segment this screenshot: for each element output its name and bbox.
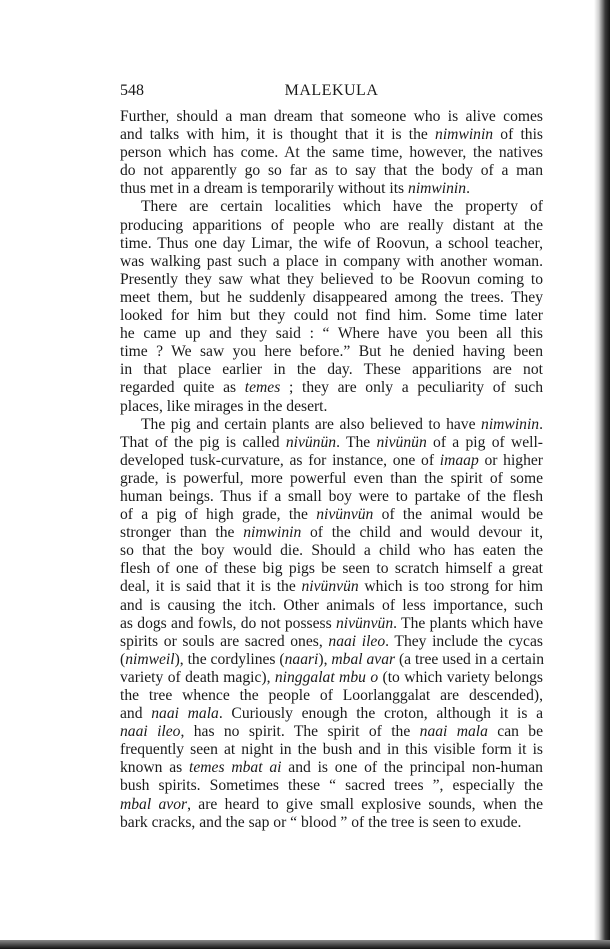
italic-term: nivünün — [285, 433, 337, 451]
text-segment: thus met in a dream is temporarily without its — [120, 180, 409, 198]
text-segment: and — [120, 705, 152, 723]
text-segment: . The — [336, 433, 377, 451]
body-text — [120, 108, 543, 832]
italic-term: mbal avar — [331, 650, 396, 668]
text-line — [120, 687, 543, 705]
text-segment: of this — [493, 126, 543, 144]
text-segment: time. Thus one day Limar, the wife of Roovun, a school teacher, — [120, 234, 543, 252]
text-segment: bush spirits. Sometimes these “ sacred trees ”, especially the — [120, 777, 543, 795]
text-segment: Presently they saw what they believed to be Roovun coming to — [120, 270, 543, 288]
text-line — [120, 777, 543, 795]
text-line — [120, 434, 543, 452]
text-segment: and is one of the principal non-human — [281, 759, 543, 777]
text-line — [120, 180, 543, 198]
text-segment: of a pig of well- — [426, 433, 543, 451]
text-line — [120, 669, 543, 687]
text-segment: ( — [120, 650, 126, 668]
text-segment: grade, is powerful, more powerful even than the spirit of some — [120, 469, 543, 487]
text-line — [120, 814, 543, 832]
text-segment: . — [539, 415, 543, 433]
italic-term: ninggalat mbu o — [274, 668, 379, 686]
italic-term: nimweil — [125, 650, 175, 668]
text-line — [120, 307, 543, 325]
text-line — [120, 705, 543, 723]
text-line — [120, 759, 543, 777]
running-title: MALEKULA — [284, 82, 379, 99]
text-line — [120, 723, 543, 741]
text-segment: the tree whence the people of Loorlanggalat are descended), — [120, 687, 543, 704]
text-segment: (to which variety belongs — [378, 668, 543, 686]
book-binding-shadow — [594, 0, 610, 949]
text-line — [120, 542, 543, 560]
text-line — [120, 741, 543, 759]
text-segment: . They include the cycas — [385, 632, 543, 650]
page-number: 548 — [120, 82, 144, 99]
text-line — [120, 343, 543, 361]
text-segment: flesh of one of these big pigs be seen to scratch himself a great — [120, 560, 543, 578]
text-segment: he came up and they said : “ Where have you been all this — [120, 325, 543, 343]
text-segment: (a tree used in a certain — [395, 650, 544, 668]
italic-term: naari — [284, 650, 319, 668]
text-line — [120, 325, 543, 343]
text-segment: producing apparitions of people who are really distant at the — [120, 216, 543, 234]
text-segment: looked for him but they could not find him. Some time later — [120, 307, 543, 325]
text-segment: person which has come. At the same time, however, the natives — [120, 144, 543, 162]
text-line — [120, 253, 543, 271]
text-segment: was walking past such a place in company with another woman. — [120, 252, 543, 270]
text-segment: variety of death magic), — [120, 668, 275, 686]
text-line — [120, 198, 543, 216]
page-header — [120, 82, 543, 102]
text-segment: developed tusk-curvature, as for instance, one of — [120, 451, 440, 469]
text-line — [120, 361, 543, 379]
text-segment: of the animal would be — [373, 506, 544, 524]
text-segment: spirits or souls are sacred ones, — [120, 632, 329, 650]
text-line — [120, 524, 543, 542]
italic-term: nimwinin — [408, 180, 467, 198]
text-segment: of the child and would devour it, — [301, 524, 543, 542]
italic-term: nivünvün — [301, 578, 359, 596]
text-line — [120, 560, 543, 578]
text-segment: can be — [487, 723, 543, 741]
text-segment: . Curiously enough the croton, although it is a — [218, 705, 544, 723]
text-line — [120, 416, 543, 434]
text-segment: and is causing the itch. Other animals of less importance, such — [120, 596, 543, 614]
text-segment: regarded quite as — [120, 379, 245, 397]
text-segment: The pig and certain plants are also believed to have — [141, 415, 482, 433]
text-line — [120, 651, 543, 669]
text-segment: . — [466, 180, 470, 198]
italic-term: temes mbat ai — [189, 759, 282, 777]
text-line — [120, 597, 543, 615]
text-segment: stronger than the — [120, 524, 244, 542]
page-bottom-edge — [0, 940, 610, 949]
text-segment: , has no spirit. The spirit of the — [180, 723, 420, 741]
italic-term: nimwinin — [435, 126, 494, 144]
text-segment: which is too strong for him — [358, 578, 543, 596]
italic-term: naai ileo — [328, 632, 386, 650]
italic-term: naai ileo — [120, 723, 181, 741]
text-segment: in that place earlier in the day. These apparitions are not — [120, 361, 543, 379]
text-line — [120, 796, 543, 814]
text-segment: deal, it is said that it is the — [120, 578, 302, 596]
text-segment: bark cracks, and the sap or “ blood ” of the tree is seen to exude. — [120, 813, 522, 831]
text-segment: frequently seen at night in the bush and in this visible form it is — [120, 741, 543, 759]
text-line — [120, 615, 543, 633]
text-line — [120, 235, 543, 253]
text-line — [120, 144, 543, 162]
text-line — [120, 470, 543, 488]
text-line — [120, 633, 543, 651]
text-segment: do not apparently go so far as to say that the body of a man — [120, 162, 543, 180]
text-segment: There are certain localities which have the property of — [141, 198, 543, 216]
text-line — [120, 398, 543, 416]
text-segment: known as — [120, 759, 190, 777]
text-segment: . The plants which have — [393, 614, 543, 632]
text-segment: That of the pig is called — [120, 433, 286, 451]
text-line — [120, 488, 543, 506]
text-segment: Further, should a man dream that someone who is alive comes — [120, 108, 543, 125]
italic-term: nivünvün — [316, 506, 374, 524]
text-segment: and talks with him, it is thought that it is the — [120, 126, 436, 144]
italic-term: mbal avor — [120, 795, 188, 813]
text-line — [120, 108, 543, 126]
text-line — [120, 162, 543, 180]
text-segment: of a pig of high grade, the — [120, 506, 317, 524]
text-line — [120, 289, 543, 307]
text-segment: as dogs and fowls, do not possess — [120, 614, 336, 632]
text-segment: ; they are only a peculiarity of such — [280, 379, 543, 397]
text-segment: or higher — [478, 451, 544, 469]
text-segment: so that the boy would die. Should a child who has eaten the — [120, 542, 543, 560]
text-segment: time ? We saw you here before.” But he denied having been — [120, 343, 543, 361]
italic-term: nimwinin — [243, 524, 302, 542]
italic-term: imaap — [439, 451, 479, 469]
italic-term: nivünvün — [335, 614, 394, 632]
italic-term: nivünün — [376, 433, 427, 451]
italic-term: nimwinin — [481, 415, 540, 433]
text-segment: , are heard to give small explosive sounds, when the — [187, 795, 544, 813]
text-segment: places, like mirages in the desert. — [120, 397, 328, 415]
text-segment: ), the cordylines ( — [174, 650, 285, 668]
text-segment: ), — [318, 650, 332, 668]
text-line — [120, 578, 543, 596]
text-segment: meet them, but he suddenly disappeared among the trees. They — [120, 288, 543, 306]
italic-term: naai mala — [151, 705, 219, 723]
text-line — [120, 271, 543, 289]
text-line — [120, 217, 543, 235]
text-line — [120, 379, 543, 397]
italic-term: naai mala — [419, 723, 488, 741]
text-line — [120, 506, 543, 524]
text-segment: human beings. Thus if a small boy were to partake of the flesh — [120, 487, 543, 505]
text-line — [120, 452, 543, 470]
text-line — [120, 126, 543, 144]
italic-term: temes — [244, 379, 281, 397]
